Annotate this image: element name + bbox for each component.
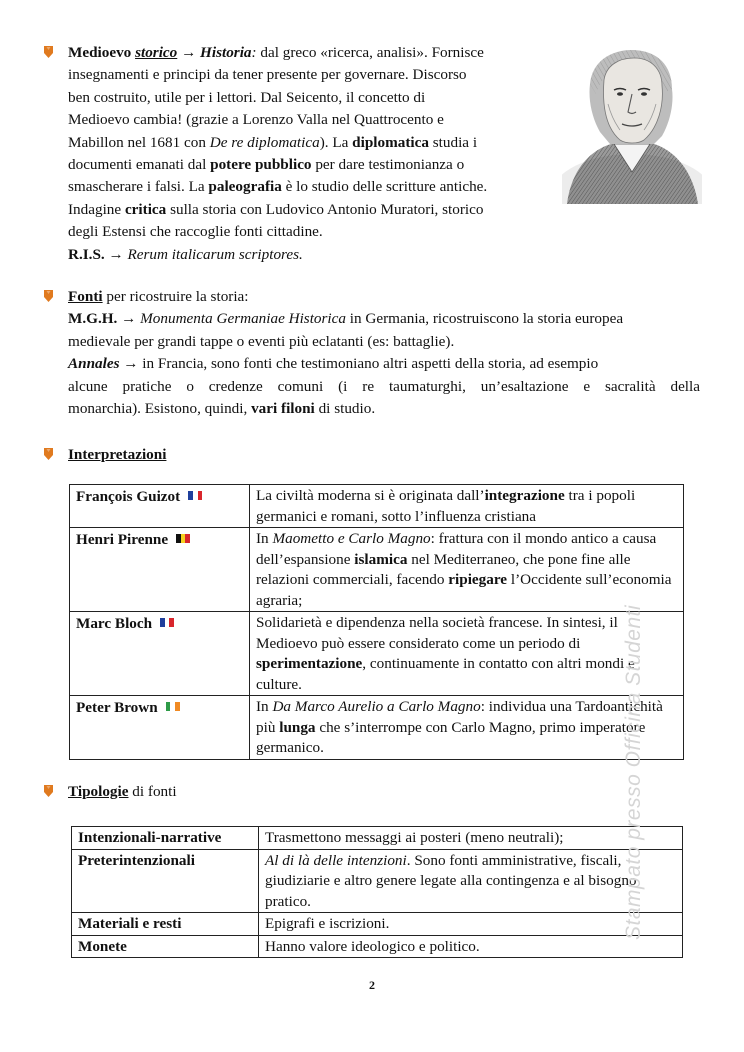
table-row (70, 696, 684, 760)
fonti-heading (68, 286, 700, 308)
interpretation-cell: Solidarietà e dipendenza nella società francese. In sintesi, il Medioevo può essere considerato come un periodo di sperimentazione, continuamente in contatto con altri mondi e culture. (250, 612, 684, 696)
flag-france-icon (160, 613, 174, 622)
term-historia: Historia (200, 44, 252, 61)
line: Mabillon nel 1681 con De re diplomatica). La diplomatica studia i (68, 133, 478, 151)
bullet-icon (44, 785, 53, 797)
table-row (70, 612, 684, 696)
type-cell: Preterintenzionali (72, 849, 259, 913)
interpretazioni-table (69, 484, 684, 760)
historian-cell: Henri Pirenne (70, 528, 250, 612)
bullet-icon (44, 46, 53, 58)
line: degli Estensi che raccoglie fonti cittadine. (68, 223, 323, 241)
tipologie-table (71, 826, 683, 958)
interpretation-cell: La civiltà moderna si è originata dall’integrazione tra i popoli germanici e romani, sotto l’influenza cristiana (250, 485, 684, 528)
line: ben costruito, utile per i lettori. Dal Seicento, il concetto di (68, 88, 426, 106)
table-row (72, 827, 683, 850)
colon: : (251, 44, 257, 61)
interpretation-cell: In Maometto e Carlo Magno: frattura con il mondo antico a causa dell’espansione islamica nel Mediterraneo, che pone fine alle relazioni commerciali, facendo ripiegare l’Occidente sull’economia agraria; (250, 528, 684, 612)
type-cell: Monete (72, 935, 259, 958)
interpretazioni-heading (68, 444, 166, 466)
flag-france-icon (188, 486, 202, 495)
line (68, 308, 700, 330)
line: monarchia). Esistono, quindi, vari filoni di studio. (68, 400, 376, 418)
heading-rest: di fonti (128, 783, 177, 800)
line (68, 42, 542, 64)
table-row (70, 528, 684, 612)
section-historia (68, 42, 542, 266)
annales-text: → in Francia, sono fonti che testimoniano altri aspetti della storia, ad esempio (119, 355, 599, 373)
line: Indagine critica sulla storia con Ludovico Antonio Muratori, storico (68, 200, 484, 218)
tipologie-heading (68, 781, 177, 803)
page-number: 2 (369, 978, 375, 992)
description-cell: Epigrafi e iscrizioni. (259, 913, 683, 936)
line (68, 353, 700, 375)
heading-word: Fonti (68, 288, 103, 305)
table-row (72, 935, 683, 958)
portrait-image (562, 44, 702, 204)
table-row (72, 849, 683, 913)
table-row (70, 485, 684, 528)
historian-cell: Marc Bloch (70, 612, 250, 696)
heading-rest: per ricostruire la storia: (102, 288, 249, 305)
line: medievale per grandi tappe o eventi più eclatanti (es: battaglie). (68, 332, 455, 350)
heading-text: Interpretazioni (68, 446, 167, 463)
description-cell: Al di là delle intenzioni. Sono fonti amministrative, fiscali, giudiziarie e altro genere legate alla contingenza e al bisogno pratico. (259, 849, 683, 913)
mgh-text: in Germania, ricostruiscono la storia europea (346, 310, 624, 328)
arrow-icon: → (181, 44, 197, 61)
type-cell: Materiali e resti (72, 913, 259, 936)
line: smascherare i falsi. La paleografia è lo studio delle scritture antiche. (68, 178, 488, 196)
line: alcune pratiche o credenze comuni (i re taumaturghi, un’esaltazione e sacralità della (68, 377, 700, 395)
type-cell: Intenzionali-narrative (72, 827, 259, 850)
line-text: dal greco «ricerca, analisi». Fornisce (260, 44, 484, 61)
section-fonti (68, 286, 700, 420)
mgh-label: M.G.H. (68, 310, 118, 328)
line: R.I.S. → Rerum italicarum scriptores. (68, 245, 303, 263)
description-cell: Trasmettono messaggi ai posteri (meno neutrali); (259, 827, 683, 850)
description-cell: Hanno valore ideologico e politico. (259, 935, 683, 958)
flag-belgium-icon (176, 529, 190, 538)
line: documenti emanati dal potere pubblico per dare testimonianza o (68, 156, 465, 174)
term-storico: storico (135, 44, 178, 61)
bullet-icon (44, 448, 53, 460)
historian-cell: François Guizot (70, 485, 250, 528)
line: Medioevo cambia! (grazie a Lorenzo Valla nel Quattrocento e (68, 111, 444, 129)
interpretation-cell: In Da Marco Aurelio a Carlo Magno: individua una Tardoantichità più lunga che s’interrompe con Carlo Magno, primo imperatore germanico. (250, 696, 684, 760)
annales-label: Annales (68, 355, 120, 373)
line: insegnamenti e principi da tener presente per governare. Discorso (68, 66, 467, 84)
mgh-title: Monumenta Germaniae Historica (140, 310, 346, 328)
flag-ireland-icon (166, 697, 180, 706)
term-medioevo: Medioevo (68, 44, 136, 61)
arrow-icon: → (121, 310, 137, 328)
historian-cell: Peter Brown (70, 696, 250, 760)
watermark: Stampato presso Officina Studenti (622, 604, 645, 940)
table-row (72, 913, 683, 936)
heading-word: Tipologie (68, 783, 129, 800)
bullet-icon (44, 290, 53, 302)
